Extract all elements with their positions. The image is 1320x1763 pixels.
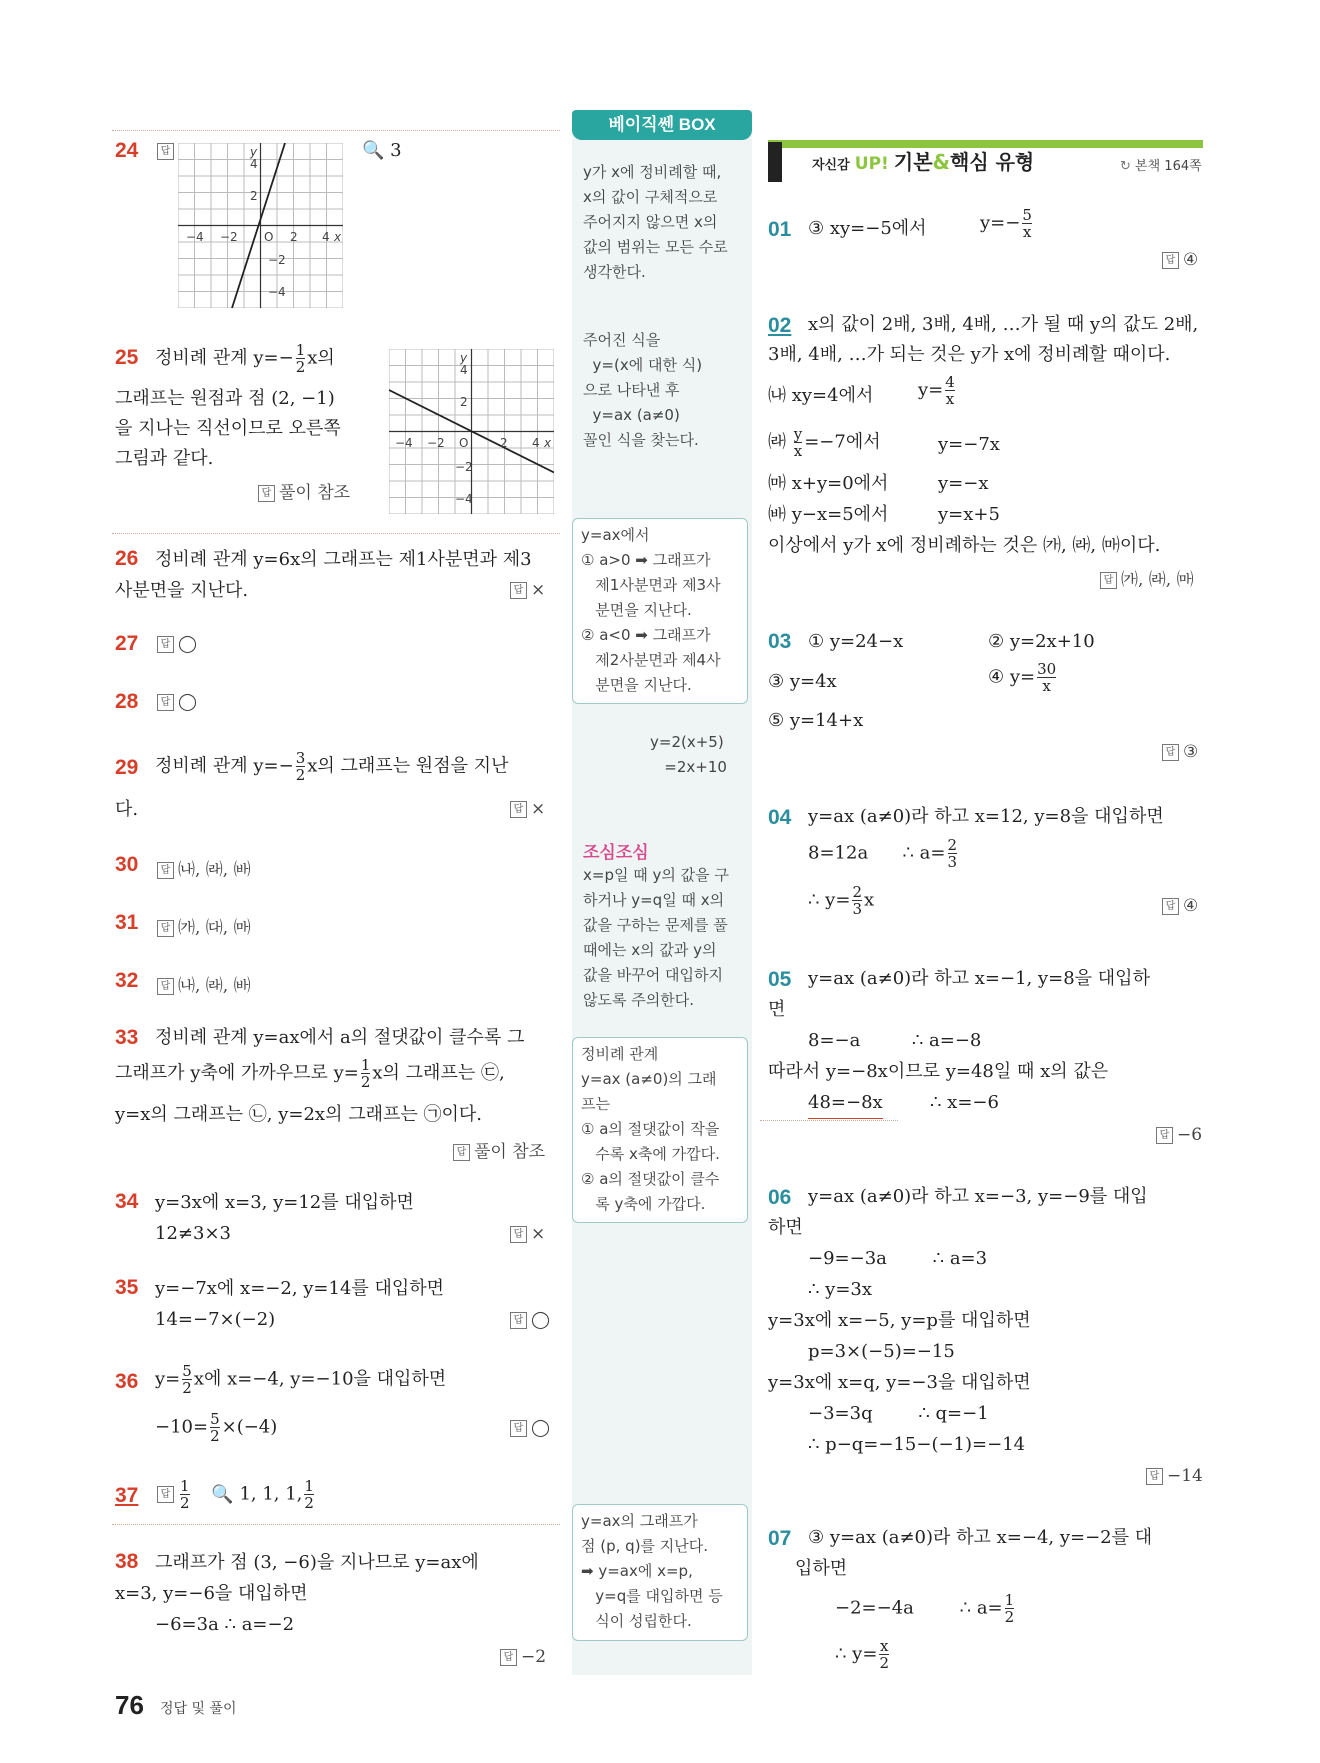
answer-icon: 답 (500, 1649, 517, 1666)
answer-mark (157, 141, 178, 161)
problem-text: 정비례 관계 y=− $\frac{3}{2}$ x의 그래프는 원점을 지난 (155, 749, 509, 784)
problem-number: 25 (115, 346, 139, 369)
graph25-tick: −4 (455, 492, 473, 506)
tip-line: ② a<0 ➡ 그래프가 (581, 626, 711, 644)
problem-text: 따라서 y=−8x이므로 y=48일 때 x의 값은 (768, 1061, 1109, 1082)
problem-number: 33 (115, 1026, 139, 1049)
problem-text: y=3x에 x=−5, y=p를 대입하면 (768, 1310, 1031, 1331)
refresh-icon: ↻ (1120, 159, 1131, 174)
tip-3-box (572, 518, 748, 704)
problem-text: y=ax (a≠0)라 하고 x=−3, y=−9를 대입 (808, 1186, 1148, 1207)
footer-label: 정답 및 풀이 (160, 1701, 237, 1717)
problem-number: 36 (115, 1370, 139, 1393)
tip-line: 점 (p, q)를 지난다. (581, 1537, 709, 1555)
tip-1 (583, 160, 728, 285)
tip-line: y=(x에 대한 식) (583, 356, 703, 374)
choice: ② y=2x+10 (988, 631, 1095, 652)
graph24-tick: 2 (250, 189, 258, 203)
problem-text: y=3x에 x=3, y=12를 대입하면 (155, 1192, 414, 1213)
answer: 답 풀이 참조 (258, 478, 350, 503)
tip-line: 분면을 지난다. (581, 601, 692, 619)
graph25-tick: 4 (460, 363, 468, 377)
header-title: 기본 (893, 150, 933, 174)
answer: 답 −6 (1156, 1125, 1202, 1145)
problem-text: p=3×(−5)=−15 (808, 1341, 955, 1362)
answer-icon: 답 (453, 1144, 470, 1161)
problem-text: 입하면 (795, 1558, 848, 1579)
problem-text: 정비례 관계 y=6x의 그래프는 제1사분면과 제3 (155, 549, 532, 570)
problem-text: 3배, 4배, …가 되는 것은 y가 x에 정비례할 때이다. (768, 344, 1171, 365)
tip-line: =2x+10 (650, 758, 727, 776)
problem-text: y= $\frac{5}{2}$ x에 x=−4, y=−10을 대입하면 (155, 1362, 447, 1397)
answer-icon: 답 (157, 636, 174, 653)
tip-line: 정비례 관계 (581, 1045, 659, 1063)
tip-4 (650, 730, 727, 780)
tip-line: 값을 바꾸어 대입하지 (583, 966, 723, 984)
answer-icon: 답 (510, 582, 527, 599)
answer: 답 × (510, 799, 545, 819)
problem-text: ∴ p−q=−15−(−1)=−14 (808, 1434, 1026, 1455)
tip-line: y=q를 대입하면 등 (581, 1587, 723, 1605)
problem-number: 24 (115, 139, 139, 162)
problem-number: 31 (115, 911, 139, 934)
tip-line: 값을 구하는 문제를 풀 (583, 916, 728, 934)
problem-text: ③ y=ax (a≠0)라 하고 x=−4, y=−2를 대 (808, 1527, 1153, 1548)
answer-icon: 답 (1162, 898, 1179, 915)
problem-text: 그림과 같다. (115, 448, 214, 469)
problem-number: 32 (115, 969, 139, 992)
tip-line: 수록 x축에 가깝다. (581, 1145, 720, 1163)
answer-icon: 답 (510, 1226, 527, 1243)
problem-text: −2=−4a ∴ a= $\frac{1}{2}$ (835, 1591, 1015, 1626)
problem-text: y=−x (938, 473, 989, 494)
divider (760, 1120, 898, 1121)
problem-number: 38 (115, 1550, 139, 1573)
problem-text: ㈑ $\frac{y}{x}$ =−7에서 (768, 425, 881, 460)
tip-line: x=p일 때 y의 값을 구 (583, 866, 729, 884)
graph24-tick: 2 (290, 230, 298, 244)
tip-line: 프는 (581, 1095, 610, 1113)
answer: 답 −2 (500, 1647, 546, 1667)
problem-text: y=−7x (938, 434, 1000, 455)
answer-icon: 답 (157, 694, 174, 711)
answer-icon: 답 (258, 485, 275, 502)
answer-icon: 답 (510, 801, 527, 818)
answer-icon: 답 (510, 1420, 527, 1437)
graph25-tick: −4 (395, 436, 413, 450)
answer: 답 ◯ (157, 634, 197, 654)
problem-text: −6=3a ∴ a=−2 (155, 1614, 295, 1635)
divider (112, 533, 560, 534)
tip-2 (583, 328, 702, 453)
problem-text: y=−7x에 x=−2, y=14를 대입하면 (155, 1278, 445, 1299)
graph24-tick: −2 (268, 253, 286, 267)
tip-line: 하거나 y=q일 때 x의 (583, 891, 725, 909)
graph25-tick: −2 (455, 460, 473, 474)
magnifier-icon: 🔍 (211, 1483, 234, 1505)
answer: 답 ◯ (157, 692, 197, 712)
answer-icon: 답 (157, 862, 174, 879)
problem-number: 34 (115, 1190, 139, 1213)
header-small: 자신감 (812, 158, 850, 173)
divider (112, 130, 560, 131)
tip-line: y=ax의 그래프가 (581, 1512, 698, 1530)
tip-line: ② a의 절댓값이 클수 (581, 1170, 720, 1188)
tip-line: x의 값이 구체적으로 (583, 188, 718, 206)
problem-number: 27 (115, 632, 139, 655)
problem-text: ∴ y= $\frac{x}{2}$ (835, 1637, 889, 1672)
answer: 답 × (510, 1224, 545, 1244)
problem-number: 35 (115, 1276, 139, 1299)
problem-text: 그래프는 원점과 점 (2, −1) (115, 388, 335, 409)
tip-line: y가 x에 정비례할 때, (583, 163, 722, 181)
problem-text: y=ax (a≠0)라 하고 x=12, y=8을 대입하면 (808, 806, 1164, 827)
problem-text: 12≠3×3 (155, 1223, 231, 1244)
tip-line: 때에는 x의 값과 y의 (583, 941, 717, 959)
tip-line: y=ax (a≠0) (583, 406, 680, 424)
tip-line: y=ax (a≠0)의 그래 (581, 1070, 717, 1088)
answer: 답 ㈎, ㈐, ㈒ (157, 913, 251, 938)
zoom-value: 3 (390, 140, 402, 161)
problem-number: 02 (768, 314, 792, 337)
answer: 답 ◯ (510, 1310, 550, 1330)
problem-number: 01 (768, 218, 792, 241)
answer-icon: 답 (157, 978, 174, 995)
problem-text: y=− $\frac{5}{x}$ (980, 206, 1032, 241)
choice: ④ y= $\frac{30}{x}$ (988, 660, 1057, 695)
tip-line: 주어진 식을 (583, 331, 661, 349)
graph24-tick: 4 (322, 230, 330, 244)
problem-text: 그래프가 점 (3, −6)을 지나므로 y=ax에 (155, 1552, 479, 1573)
problem-text: 다. (115, 799, 139, 820)
problem-number: 28 (115, 690, 139, 713)
problem-text: −9=−3a ∴ a=3 (808, 1248, 988, 1269)
answer: 답 ④ (1162, 250, 1198, 270)
problem-text: 하면 (768, 1217, 803, 1238)
problem-text: ㈓ y−x=5에서 (768, 504, 889, 525)
problem-number: 07 (768, 1527, 792, 1550)
basic-box-tab: 베이직쎈 BOX (572, 110, 752, 140)
answer-icon: 답 (157, 920, 174, 937)
problem-text: y= $\frac{4}{x}$ (918, 373, 955, 408)
problem-text: ③ xy=−5에서 (808, 218, 927, 239)
tip-line: ① a의 절댓값이 작을 (581, 1120, 720, 1138)
problem-text: ∴ y=3x (808, 1279, 873, 1300)
answer: 답 ④ (1162, 896, 1198, 916)
tip-line: ① a>0 ➡ 그래프가 (581, 551, 711, 569)
tip-5 (583, 838, 729, 1013)
tip-line: y=ax에서 (581, 526, 650, 544)
answer: 답 풀이 참조 (453, 1137, 545, 1162)
answer-icon: 답 (510, 1312, 527, 1329)
problem-text: −10= $\frac{5}{2}$ ×(−4) (155, 1410, 278, 1445)
problem-text: 8=12a ∴ a= $\frac{2}{3}$ (808, 836, 958, 871)
problem-number: 30 (115, 853, 139, 876)
answer-icon: 답 (1146, 1468, 1163, 1485)
tip-line: 으로 나타낸 후 (583, 381, 680, 399)
divider (112, 1524, 560, 1525)
problem-text: 면 (768, 999, 786, 1020)
problem-text: ∴ x=−6 (930, 1092, 999, 1113)
tip-line: ➡ y=ax에 x=p, (581, 1562, 693, 1580)
graph25-origin: O (459, 436, 469, 450)
problem-text: 그래프가 y축에 가까우므로 y= $\frac{1}{2}$ x의 그래프는 ㉢, (115, 1056, 505, 1091)
page-number: 76 (115, 1690, 144, 1720)
answer: 답 ㈏, ㈑, ㈓ (157, 971, 251, 996)
answer: 답 × (510, 580, 545, 600)
header-title: 핵심 유형 (950, 150, 1035, 174)
problem-text: x=3, y=−6을 대입하면 (115, 1583, 308, 1604)
tip-line: 제1사분면과 제3사 (581, 576, 721, 594)
problem-text: 48=−8x (808, 1088, 883, 1119)
tip-7-box (572, 1504, 748, 1641)
answer-icon: 답 (1156, 1127, 1173, 1144)
graph25-tick: −2 (427, 436, 445, 450)
answer: 답 −14 (1146, 1466, 1203, 1486)
answer-icon: 답 (1100, 572, 1117, 589)
problem-text: 을 지나는 직선이므로 오른쪽 (115, 418, 341, 439)
problem-text: ∴ y= $\frac{2}{3}$ x (808, 883, 875, 918)
problem-text: ㈒ x+y=0에서 (768, 473, 889, 494)
graph25-xlabel: x (544, 436, 552, 450)
choice: ① y=24−x (808, 631, 904, 652)
graph24-tick: 4 (250, 157, 258, 171)
problem-text: y=ax (a≠0)라 하고 x=−1, y=8을 대입하 (808, 968, 1150, 989)
problem-number: 03 (768, 630, 792, 653)
magnifier-icon: 🔍 (362, 140, 385, 161)
problem-text: ㈏ xy=4에서 (768, 385, 874, 406)
graph24-origin: O (264, 230, 274, 244)
tip-line: 꼴인 식을 찾는다. (583, 431, 699, 449)
problem-text: 8=−a ∴ a=−8 (808, 1030, 982, 1051)
tip-line: 값의 범위는 모든 수로 (583, 238, 728, 256)
tip-line: 분면을 지난다. (581, 676, 692, 694)
graph24-tick: −2 (220, 230, 238, 244)
problem-text: y=x+5 (938, 504, 1000, 525)
tip-line: 않도록 주의한다. (583, 991, 694, 1009)
problem-number: 05 (768, 968, 792, 991)
zoom-answer (362, 136, 402, 166)
answer-icon: 답 (157, 1486, 174, 1503)
graph24-xlabel: x (334, 230, 342, 244)
problem-text: 정비례 관계 y=− $\frac{1}{2}$ x의 (155, 341, 335, 376)
answer: 답 ③ (1162, 742, 1198, 762)
answer: 답 ㈏, ㈑, ㈓ (157, 855, 251, 880)
problem-text: 이상에서 y가 x에 정비례하는 것은 ㈎, ㈑, ㈒이다. (768, 535, 1161, 556)
problem-number: 26 (115, 547, 139, 570)
answer-icon: 답 (1162, 744, 1179, 761)
graph24-tick: −4 (186, 230, 204, 244)
problem-number: 06 (768, 1186, 792, 1209)
problem-text: y=3x에 x=q, y=−3을 대입하면 (768, 1372, 1031, 1393)
tip-line: 생각한다. (583, 263, 646, 281)
problem-text: 정비례 관계 y=ax에서 a의 절댓값이 클수록 그 (155, 1027, 525, 1048)
tip-line: 제2사분면과 제4사 (581, 651, 721, 669)
tip-line: y=2(x+5) (650, 733, 724, 751)
tip-line: 주어지지 않으면 x의 (583, 213, 718, 231)
header-up: UP! (854, 154, 889, 174)
graph24-ylabel: y (250, 145, 258, 159)
answer: 답 ㈎, ㈑, ㈒ (1100, 565, 1194, 590)
graph24-tick: −4 (268, 285, 286, 299)
tip-line: 록 y축에 가깝다. (581, 1195, 706, 1213)
graph25-tick: 4 (532, 436, 540, 450)
problem-number: 37 (115, 1484, 139, 1507)
book-ref: ↻ 본책 164쪽 (1120, 159, 1202, 174)
choice: ③ y=4x (768, 671, 837, 692)
header-amp: & (932, 150, 950, 174)
problem-text: y=x의 그래프는 ㉡, y=2x의 그래프는 ㉠이다. (115, 1104, 482, 1125)
answer-icon: 답 (1162, 252, 1179, 269)
answer: 답 ◯ (510, 1418, 550, 1438)
problem-number: 29 (115, 756, 139, 779)
answer: 답 $\frac{1}{2}$ 🔍 1, 1, 1, $\frac{1}{2}$ (157, 1478, 316, 1511)
answer-icon: 답 (157, 143, 174, 160)
graph25-tick: 2 (460, 395, 468, 409)
problem-text: −3=3q ∴ q=−1 (808, 1403, 989, 1424)
problem-text: 사분면을 지난다. (115, 580, 249, 601)
caution-title: 조심조심 (583, 843, 649, 863)
tip-line: 식이 성립한다. (581, 1612, 692, 1630)
problem-number: 04 (768, 806, 792, 829)
problem-text: x의 값이 2배, 3배, 4배, …가 될 때 y의 값도 2배, (808, 314, 1199, 335)
tip-6-box (572, 1037, 748, 1223)
graph25-ylabel: y (460, 351, 468, 365)
graph25-tick: 2 (500, 436, 508, 450)
choice: ⑤ y=14+x (768, 710, 864, 731)
problem-text: 14=−7×(−2) (155, 1309, 276, 1330)
